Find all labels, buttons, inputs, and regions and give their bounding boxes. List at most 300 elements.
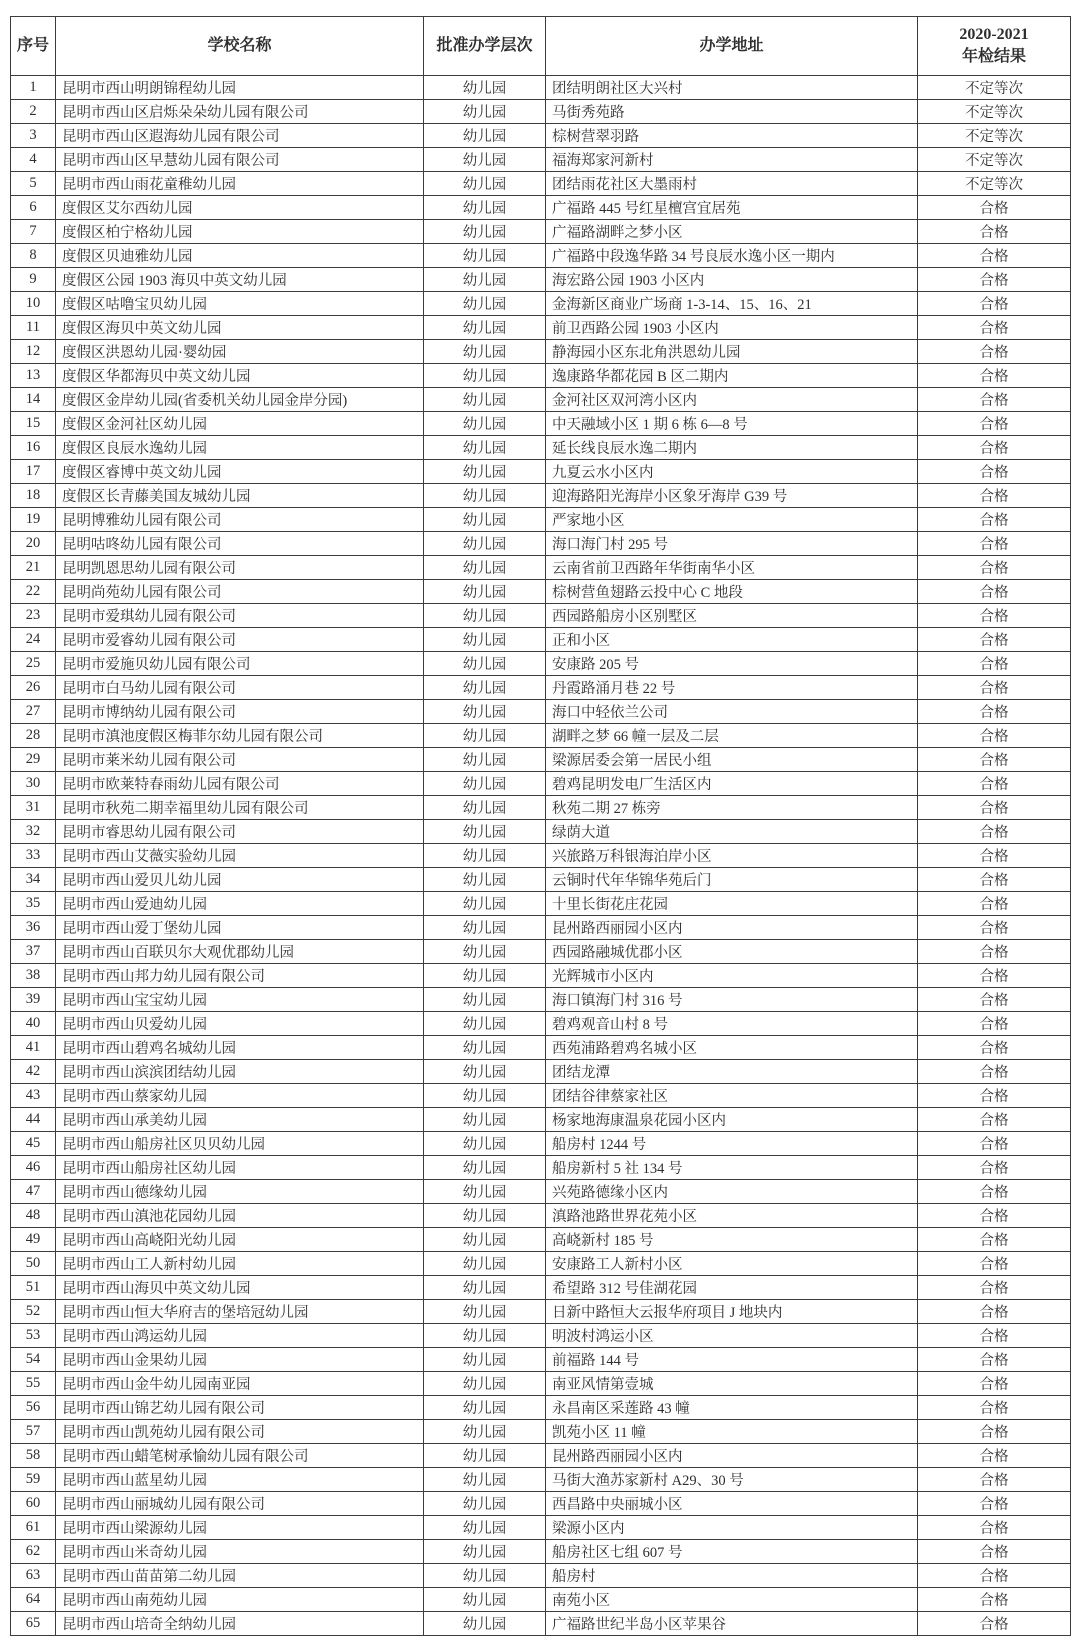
table-row: [11, 1612, 1071, 1636]
school-name-cell: 昆明市西山船房社区贝贝幼儿园: [56, 1132, 424, 1156]
level-cell: 幼儿园: [424, 124, 546, 148]
school-name-cell: 昆明市西山区早慧幼儿园有限公司: [56, 148, 424, 172]
school-name-cell: 昆明市西山苗苗第二幼儿园: [56, 1564, 424, 1588]
table-row: [11, 388, 1071, 412]
school-name-cell: 昆明市秋苑二期幸福里幼儿园有限公司: [56, 796, 424, 820]
level-cell: 幼儿园: [424, 676, 546, 700]
school-name-cell: 昆明市西山锦艺幼儿园有限公司: [56, 1396, 424, 1420]
table-row: [11, 1108, 1071, 1132]
level-cell: 幼儿园: [424, 1156, 546, 1180]
address-cell: 船房新村 5 社 134 号: [546, 1156, 918, 1180]
address-cell: 广福路湖畔之梦小区: [546, 220, 918, 244]
result-cell: 合格: [918, 916, 1071, 940]
result-cell: 合格: [918, 436, 1071, 460]
school-name-cell: 度假区柏宁格幼儿园: [56, 220, 424, 244]
column-header-address: 办学地址: [546, 17, 918, 76]
address-cell: 海口中轻依兰公司: [546, 700, 918, 724]
table-row: [11, 172, 1071, 196]
result-cell: 合格: [918, 1180, 1071, 1204]
result-cell: 合格: [918, 292, 1071, 316]
address-cell: 海宏路公园 1903 小区内: [546, 268, 918, 292]
row-index-cell: 34: [11, 868, 56, 892]
level-cell: 幼儿园: [424, 700, 546, 724]
result-cell: 合格: [918, 220, 1071, 244]
table-row: [11, 844, 1071, 868]
inspection-table: [10, 16, 1071, 1636]
level-cell: 幼儿园: [424, 172, 546, 196]
table-row: [11, 1036, 1071, 1060]
school-name-cell: 昆明市西山滨滨团结幼儿园: [56, 1060, 424, 1084]
result-cell: 合格: [918, 892, 1071, 916]
result-cell: 合格: [918, 1036, 1071, 1060]
row-index-cell: 31: [11, 796, 56, 820]
school-name-cell: 昆明市西山蜡笔树承愉幼儿园有限公司: [56, 1444, 424, 1468]
school-name-cell: 昆明市西山德缘幼儿园: [56, 1180, 424, 1204]
result-cell: 合格: [918, 676, 1071, 700]
level-cell: 幼儿园: [424, 916, 546, 940]
address-cell: 杨家地海康温泉花园小区内: [546, 1108, 918, 1132]
school-name-cell: 昆明市西山恒大华府吉的堡培冠幼儿园: [56, 1300, 424, 1324]
result-cell: 合格: [918, 1324, 1071, 1348]
result-cell: 合格: [918, 508, 1071, 532]
level-cell: 幼儿园: [424, 1012, 546, 1036]
level-cell: 幼儿园: [424, 508, 546, 532]
header-row: [11, 17, 1071, 76]
result-cell: 合格: [918, 724, 1071, 748]
address-cell: 西园路船房小区别墅区: [546, 604, 918, 628]
row-index-cell: 41: [11, 1036, 56, 1060]
level-cell: 幼儿园: [424, 148, 546, 172]
school-name-cell: 昆明市西山米奇幼儿园: [56, 1540, 424, 1564]
table-row: [11, 436, 1071, 460]
address-cell: 广福路中段逸华路 34 号良辰水逸小区一期内: [546, 244, 918, 268]
row-index-cell: 30: [11, 772, 56, 796]
level-cell: 幼儿园: [424, 484, 546, 508]
row-index-cell: 39: [11, 988, 56, 1012]
result-cell: 合格: [918, 1540, 1071, 1564]
school-name-cell: 昆明市西山鸿运幼儿园: [56, 1324, 424, 1348]
table-row: [11, 1372, 1071, 1396]
school-name-cell: 昆明市睿思幼儿园有限公司: [56, 820, 424, 844]
result-cell: 合格: [918, 1204, 1071, 1228]
table-row: [11, 1252, 1071, 1276]
level-cell: 幼儿园: [424, 1132, 546, 1156]
school-name-cell: 度假区艾尔西幼儿园: [56, 196, 424, 220]
result-cell: 合格: [918, 748, 1071, 772]
address-cell: 船房村 1244 号: [546, 1132, 918, 1156]
result-cell: 合格: [918, 1588, 1071, 1612]
address-cell: 海口镇海门村 316 号: [546, 988, 918, 1012]
level-cell: 幼儿园: [424, 580, 546, 604]
row-index-cell: 38: [11, 964, 56, 988]
level-cell: 幼儿园: [424, 412, 546, 436]
result-cell: 不定等次: [918, 100, 1071, 124]
result-cell: 合格: [918, 244, 1071, 268]
school-name-cell: 昆明市西山邦力幼儿园有限公司: [56, 964, 424, 988]
school-name-cell: 昆明市西山艾薇实验幼儿园: [56, 844, 424, 868]
row-index-cell: 65: [11, 1612, 56, 1636]
table-row: [11, 1324, 1071, 1348]
address-cell: 云南省前卫西路年华街南华小区: [546, 556, 918, 580]
row-index-cell: 20: [11, 532, 56, 556]
result-cell: 合格: [918, 988, 1071, 1012]
table-row: [11, 148, 1071, 172]
level-cell: 幼儿园: [424, 388, 546, 412]
table-row: [11, 460, 1071, 484]
school-name-cell: 昆明市西山船房社区幼儿园: [56, 1156, 424, 1180]
address-cell: 十里长街花庄花园: [546, 892, 918, 916]
address-cell: 南苑小区: [546, 1588, 918, 1612]
row-index-cell: 52: [11, 1300, 56, 1324]
table-row: [11, 772, 1071, 796]
school-name-cell: 昆明市西山承美幼儿园: [56, 1108, 424, 1132]
table-row: [11, 1516, 1071, 1540]
row-index-cell: 7: [11, 220, 56, 244]
row-index-cell: 42: [11, 1060, 56, 1084]
address-cell: 中天融域小区 1 期 6 栋 6—8 号: [546, 412, 918, 436]
row-index-cell: 36: [11, 916, 56, 940]
table-row: [11, 1060, 1071, 1084]
level-cell: 幼儿园: [424, 1252, 546, 1276]
table-row: [11, 988, 1071, 1012]
address-cell: 马街秀苑路: [546, 100, 918, 124]
level-cell: 幼儿园: [424, 1516, 546, 1540]
school-name-cell: 昆明市西山贝爱幼儿园: [56, 1012, 424, 1036]
table-row: [11, 1132, 1071, 1156]
school-name-cell: 昆明市爱施贝幼儿园有限公司: [56, 652, 424, 676]
result-cell: 合格: [918, 580, 1071, 604]
address-cell: 广福路 445 号红星檀宫宜居苑: [546, 196, 918, 220]
result-cell: 合格: [918, 1516, 1071, 1540]
result-cell: 不定等次: [918, 76, 1071, 100]
row-index-cell: 53: [11, 1324, 56, 1348]
result-cell: 合格: [918, 628, 1071, 652]
level-cell: 幼儿园: [424, 1276, 546, 1300]
row-index-cell: 26: [11, 676, 56, 700]
school-name-cell: 昆明市西山百联贝尔大观优郡幼儿园: [56, 940, 424, 964]
address-cell: 金河社区双河湾小区内: [546, 388, 918, 412]
school-name-cell: 度假区良辰水逸幼儿园: [56, 436, 424, 460]
result-cell: 合格: [918, 1444, 1071, 1468]
row-index-cell: 13: [11, 364, 56, 388]
row-index-cell: 23: [11, 604, 56, 628]
address-cell: 前卫西路公园 1903 小区内: [546, 316, 918, 340]
row-index-cell: 51: [11, 1276, 56, 1300]
school-name-cell: 昆明市西山区遐海幼儿园有限公司: [56, 124, 424, 148]
result-cell: 合格: [918, 964, 1071, 988]
table-row: [11, 124, 1071, 148]
row-index-cell: 44: [11, 1108, 56, 1132]
address-cell: 海口海门村 295 号: [546, 532, 918, 556]
school-name-cell: 度假区睿博中英文幼儿园: [56, 460, 424, 484]
result-cell: 合格: [918, 868, 1071, 892]
table-row: [11, 964, 1071, 988]
address-cell: 昆州路西丽园小区内: [546, 1444, 918, 1468]
row-index-cell: 59: [11, 1468, 56, 1492]
result-cell: 合格: [918, 796, 1071, 820]
address-cell: 兴苑路德缘小区内: [546, 1180, 918, 1204]
row-index-cell: 3: [11, 124, 56, 148]
table-row: [11, 556, 1071, 580]
result-cell: 合格: [918, 1252, 1071, 1276]
table-row: [11, 1540, 1071, 1564]
table-row: [11, 1012, 1071, 1036]
level-cell: 幼儿园: [424, 1300, 546, 1324]
result-cell: 合格: [918, 1612, 1071, 1636]
level-cell: 幼儿园: [424, 460, 546, 484]
table-row: [11, 100, 1071, 124]
school-name-cell: 昆明市西山金牛幼儿园南亚园: [56, 1372, 424, 1396]
result-cell: 合格: [918, 1396, 1071, 1420]
school-name-cell: 昆明咕咚幼儿园有限公司: [56, 532, 424, 556]
level-cell: 幼儿园: [424, 604, 546, 628]
table-row: [11, 748, 1071, 772]
row-index-cell: 40: [11, 1012, 56, 1036]
level-cell: 幼儿园: [424, 1468, 546, 1492]
table-row: [11, 1156, 1071, 1180]
level-cell: 幼儿园: [424, 1540, 546, 1564]
table-row: [11, 1084, 1071, 1108]
address-cell: 团结明朗社区大兴村: [546, 76, 918, 100]
school-name-cell: 昆明市西山凯苑幼儿园有限公司: [56, 1420, 424, 1444]
row-index-cell: 48: [11, 1204, 56, 1228]
address-cell: 马街大渔苏家新村 A29、30 号: [546, 1468, 918, 1492]
address-cell: 福海郑家河新村: [546, 148, 918, 172]
school-name-cell: 昆明市西山区启烁朵朵幼儿园有限公司: [56, 100, 424, 124]
address-cell: 棕树营鱼翅路云投中心 C 地段: [546, 580, 918, 604]
table-row: [11, 916, 1071, 940]
address-cell: 金海新区商业广场商 1-3-14、15、16、21: [546, 292, 918, 316]
address-cell: 凯苑小区 11 幢: [546, 1420, 918, 1444]
school-name-cell: 度假区华都海贝中英文幼儿园: [56, 364, 424, 388]
level-cell: 幼儿园: [424, 1492, 546, 1516]
row-index-cell: 46: [11, 1156, 56, 1180]
row-index-cell: 47: [11, 1180, 56, 1204]
table-row: [11, 1300, 1071, 1324]
result-cell: 合格: [918, 1420, 1071, 1444]
level-cell: 幼儿园: [424, 76, 546, 100]
result-cell: 合格: [918, 316, 1071, 340]
address-cell: 严家地小区: [546, 508, 918, 532]
address-cell: 梁源居委会第一居民小组: [546, 748, 918, 772]
table-row: [11, 676, 1071, 700]
row-index-cell: 27: [11, 700, 56, 724]
school-name-cell: 度假区公园 1903 海贝中英文幼儿园: [56, 268, 424, 292]
level-cell: 幼儿园: [424, 1564, 546, 1588]
level-cell: 幼儿园: [424, 340, 546, 364]
level-cell: 幼儿园: [424, 1324, 546, 1348]
address-cell: 光辉城市小区内: [546, 964, 918, 988]
table-row: [11, 1564, 1071, 1588]
row-index-cell: 64: [11, 1588, 56, 1612]
table-body: [11, 76, 1071, 1636]
table-row: [11, 364, 1071, 388]
row-index-cell: 61: [11, 1516, 56, 1540]
level-cell: 幼儿园: [424, 964, 546, 988]
level-cell: 幼儿园: [424, 268, 546, 292]
school-name-cell: 昆明市西山碧鸡名城幼儿园: [56, 1036, 424, 1060]
level-cell: 幼儿园: [424, 748, 546, 772]
school-name-cell: 昆明市西山爱迪幼儿园: [56, 892, 424, 916]
address-cell: 前福路 144 号: [546, 1348, 918, 1372]
address-cell: 碧鸡观音山村 8 号: [546, 1012, 918, 1036]
result-cell: 合格: [918, 820, 1071, 844]
result-cell: 合格: [918, 844, 1071, 868]
school-name-cell: 昆明市西山金果幼儿园: [56, 1348, 424, 1372]
row-index-cell: 33: [11, 844, 56, 868]
school-name-cell: 度假区咕噜宝贝幼儿园: [56, 292, 424, 316]
result-cell: 合格: [918, 940, 1071, 964]
column-header-result-label: 年检结果: [961, 48, 1026, 65]
table-row: [11, 340, 1071, 364]
level-cell: 幼儿园: [424, 1612, 546, 1636]
school-name-cell: 昆明市西山雨花童稚幼儿园: [56, 172, 424, 196]
result-cell: 合格: [918, 1348, 1071, 1372]
level-cell: 幼儿园: [424, 244, 546, 268]
school-name-cell: 昆明市莱米幼儿园有限公司: [56, 748, 424, 772]
address-cell: 云铜时代年华锦华苑后门: [546, 868, 918, 892]
result-cell: 合格: [918, 1132, 1071, 1156]
school-name-cell: 昆明市博纳幼儿园有限公司: [56, 700, 424, 724]
table-row: [11, 1276, 1071, 1300]
result-cell: 合格: [918, 1012, 1071, 1036]
school-name-cell: 度假区长青藤美国友城幼儿园: [56, 484, 424, 508]
column-header-result: [918, 17, 1071, 76]
result-cell: 合格: [918, 1564, 1071, 1588]
school-name-cell: 昆明市西山工人新村幼儿园: [56, 1252, 424, 1276]
row-index-cell: 43: [11, 1084, 56, 1108]
row-index-cell: 18: [11, 484, 56, 508]
level-cell: 幼儿园: [424, 940, 546, 964]
result-cell: 合格: [918, 1108, 1071, 1132]
result-cell: 合格: [918, 196, 1071, 220]
address-cell: 团结谷律蔡家社区: [546, 1084, 918, 1108]
table-row: [11, 1588, 1071, 1612]
address-cell: 团结龙潭: [546, 1060, 918, 1084]
school-name-cell: 昆明市西山丽城幼儿园有限公司: [56, 1492, 424, 1516]
table-row: [11, 700, 1071, 724]
address-cell: 逸康路华都花园 B 区二期内: [546, 364, 918, 388]
table-row: [11, 580, 1071, 604]
row-index-cell: 8: [11, 244, 56, 268]
result-cell: 合格: [918, 1228, 1071, 1252]
row-index-cell: 58: [11, 1444, 56, 1468]
table-row: [11, 76, 1071, 100]
school-name-cell: 昆明尚苑幼儿园有限公司: [56, 580, 424, 604]
result-cell: 合格: [918, 388, 1071, 412]
result-cell: 合格: [918, 1468, 1071, 1492]
school-name-cell: 昆明市爱琪幼儿园有限公司: [56, 604, 424, 628]
address-cell: 绿荫大道: [546, 820, 918, 844]
level-cell: 幼儿园: [424, 364, 546, 388]
result-cell: 合格: [918, 772, 1071, 796]
table-row: [11, 1396, 1071, 1420]
address-cell: 梁源小区内: [546, 1516, 918, 1540]
row-index-cell: 29: [11, 748, 56, 772]
result-cell: 合格: [918, 700, 1071, 724]
result-cell: 合格: [918, 412, 1071, 436]
result-cell: 合格: [918, 604, 1071, 628]
result-cell: 合格: [918, 1492, 1071, 1516]
row-index-cell: 6: [11, 196, 56, 220]
row-index-cell: 57: [11, 1420, 56, 1444]
table-row: [11, 220, 1071, 244]
level-cell: 幼儿园: [424, 1060, 546, 1084]
table-row: [11, 484, 1071, 508]
table-row: [11, 724, 1071, 748]
table-row: [11, 892, 1071, 916]
table-row: [11, 1492, 1071, 1516]
row-index-cell: 32: [11, 820, 56, 844]
result-cell: 合格: [918, 364, 1071, 388]
result-cell: 合格: [918, 556, 1071, 580]
school-name-cell: 昆明市西山宝宝幼儿园: [56, 988, 424, 1012]
result-cell: 合格: [918, 268, 1071, 292]
table-header: [11, 17, 1071, 76]
row-index-cell: 63: [11, 1564, 56, 1588]
address-cell: 正和小区: [546, 628, 918, 652]
table-row: [11, 1180, 1071, 1204]
address-cell: 船房村: [546, 1564, 918, 1588]
table-row: [11, 412, 1071, 436]
level-cell: 幼儿园: [424, 988, 546, 1012]
level-cell: 幼儿园: [424, 796, 546, 820]
result-cell: 合格: [918, 460, 1071, 484]
result-cell: 不定等次: [918, 172, 1071, 196]
school-name-cell: 昆明市西山爱丁堡幼儿园: [56, 916, 424, 940]
row-index-cell: 21: [11, 556, 56, 580]
table-row: [11, 196, 1071, 220]
result-cell: 不定等次: [918, 124, 1071, 148]
address-cell: 西苑浦路碧鸡名城小区: [546, 1036, 918, 1060]
address-cell: 兴旅路万科银海泊岸小区: [546, 844, 918, 868]
level-cell: 幼儿园: [424, 724, 546, 748]
row-index-cell: 10: [11, 292, 56, 316]
row-index-cell: 22: [11, 580, 56, 604]
school-name-cell: 昆明市西山培奇全纳幼儿园: [56, 1612, 424, 1636]
address-cell: 团结雨花社区大墨雨村: [546, 172, 918, 196]
table-row: [11, 1420, 1071, 1444]
level-cell: 幼儿园: [424, 1444, 546, 1468]
table-row: [11, 532, 1071, 556]
school-name-cell: 昆明市白马幼儿园有限公司: [56, 676, 424, 700]
result-cell: 合格: [918, 1300, 1071, 1324]
result-cell: 合格: [918, 1060, 1071, 1084]
address-cell: 迎海路阳光海岸小区象牙海岸 G39 号: [546, 484, 918, 508]
school-name-cell: 昆明市西山梁源幼儿园: [56, 1516, 424, 1540]
row-index-cell: 19: [11, 508, 56, 532]
row-index-cell: 24: [11, 628, 56, 652]
table-row: [11, 508, 1071, 532]
level-cell: 幼儿园: [424, 652, 546, 676]
table-row: [11, 316, 1071, 340]
level-cell: 幼儿园: [424, 844, 546, 868]
result-cell: 合格: [918, 1276, 1071, 1300]
table-row: [11, 820, 1071, 844]
table-row: [11, 268, 1071, 292]
address-cell: 丹霞路涌月巷 22 号: [546, 676, 918, 700]
level-cell: 幼儿园: [424, 1372, 546, 1396]
row-index-cell: 15: [11, 412, 56, 436]
table-row: [11, 940, 1071, 964]
level-cell: 幼儿园: [424, 892, 546, 916]
row-index-cell: 4: [11, 148, 56, 172]
row-index-cell: 62: [11, 1540, 56, 1564]
table-row: [11, 244, 1071, 268]
row-index-cell: 45: [11, 1132, 56, 1156]
table-row: [11, 1348, 1071, 1372]
address-cell: 湖畔之梦 66 幢一层及二层: [546, 724, 918, 748]
